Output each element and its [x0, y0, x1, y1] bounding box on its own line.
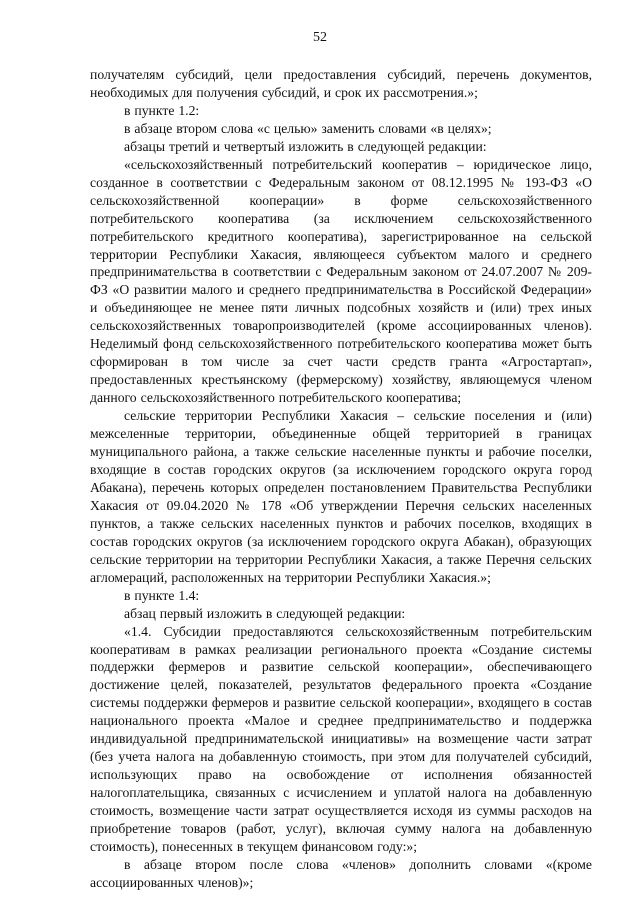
paragraph-2: в пункте 1.2: [124, 102, 200, 118]
paragraph-9: «1.4. Субсидии предоставляются сельскохозяйственным потребительским кооперативам в рамках реализации регионального проекта «Создание системы поддержки фермеров и развитие сельской кооперации», обеспечивающего достижение целей, показателей, результатов федерального проекта «Создание системы поддержки фермеров и развитие сельской кооперации», входящего в состав национального проекта «Малое и среднее предпринимательство и поддержка индивидуальной предпринимательской инициативы» на возмещение части затрат (без учета налога на добавленную стоимость, при этом для получателей субсидий, использующих право на освобождение от исполнения обязанностей налогоплательщика, связанных с исчислением и уплатой налога на добавленную стоимость, возмещение части затрат осуществляется исходя из суммы расходов на приобретение товаров (работ, услуг), включая сумму налога на добавленную стоимость), понесенных в текущем финансовом году:»; [90, 623, 592, 854]
paragraph-1: получателям субсидий, цели предоставления субсидий, перечень документов, необходимых для получения субсидий, и срок их рассмотрения.»; [90, 67, 592, 100]
paragraph-4: абзацы третий и четвертый изложить в следующей редакции: [124, 138, 487, 154]
paragraph-10: в абзаце втором после слова «членов» дополнить словами «(кроме ассоциированных членов)»; [90, 856, 592, 890]
document-body [90, 66, 592, 892]
paragraph-7: в пункте 1.4: [124, 587, 200, 603]
paragraph-8: абзац первый изложить в следующей редакции: [124, 605, 406, 621]
page-number: 52 [313, 30, 327, 45]
paragraph-3: в абзаце втором слова «с целью» заменить словами «в целях»; [124, 120, 492, 136]
paragraph-5: «сельскохозяйственный потребительский кооператив – юридическое лицо, созданное в соответствии с Федеральным законом от 08.12.1995 № 193-ФЗ «О сельскохозяйственной кооперации» в форме сельскохозяйственного потребительского кооператива (за исключением сельскохозяйственного потребительского кредитного кооператива), зарегистрированное на сельской территории Республики Хакасия, являющееся субъектом малого и среднего предпринимательства в соответствии с Федеральным законом от 24.07.2007 № 209-ФЗ «О развитии малого и среднего предпринимательства в Российской Федерации» и объединяющее не менее пяти личных подсобных хозяйств и (или) трех иных сельскохозяйственных товаропроизводителей (кроме ассоциированных членов). Неделимый фонд сельскохозяйственного потребительского кооператива может быть сформирован в том числе за счет части средств гранта «Агростартап», предоставленных крестьянскому (фермерскому) хозяйству, являющемуся членом данного сельскохозяйственного потребительского кооператива; [90, 156, 592, 406]
paragraph-6: сельские территории Республики Хакасия – сельские поселения и (или) межселенные территории, объединенные общей территорией в границах муниципального района, а также сельские населенные пункты и рабочие поселки, входящие в состав городских округов (за исключением городского округа город Абакана), перечень которых определен постановлением Правительства Республики Хакасия от 09.04.2020 № 178 «Об утверждении Перечня сельских населенных пунктов, а также сельских населенных пунктов и рабочих поселков, входящих в состав городских округов (за исключением городского округа Абакан), образующих сельские территории на территории Республики Хакасия, а также Перечня сельских агломераций, расположенных на территории Республики Хакасия.»; [90, 408, 592, 585]
